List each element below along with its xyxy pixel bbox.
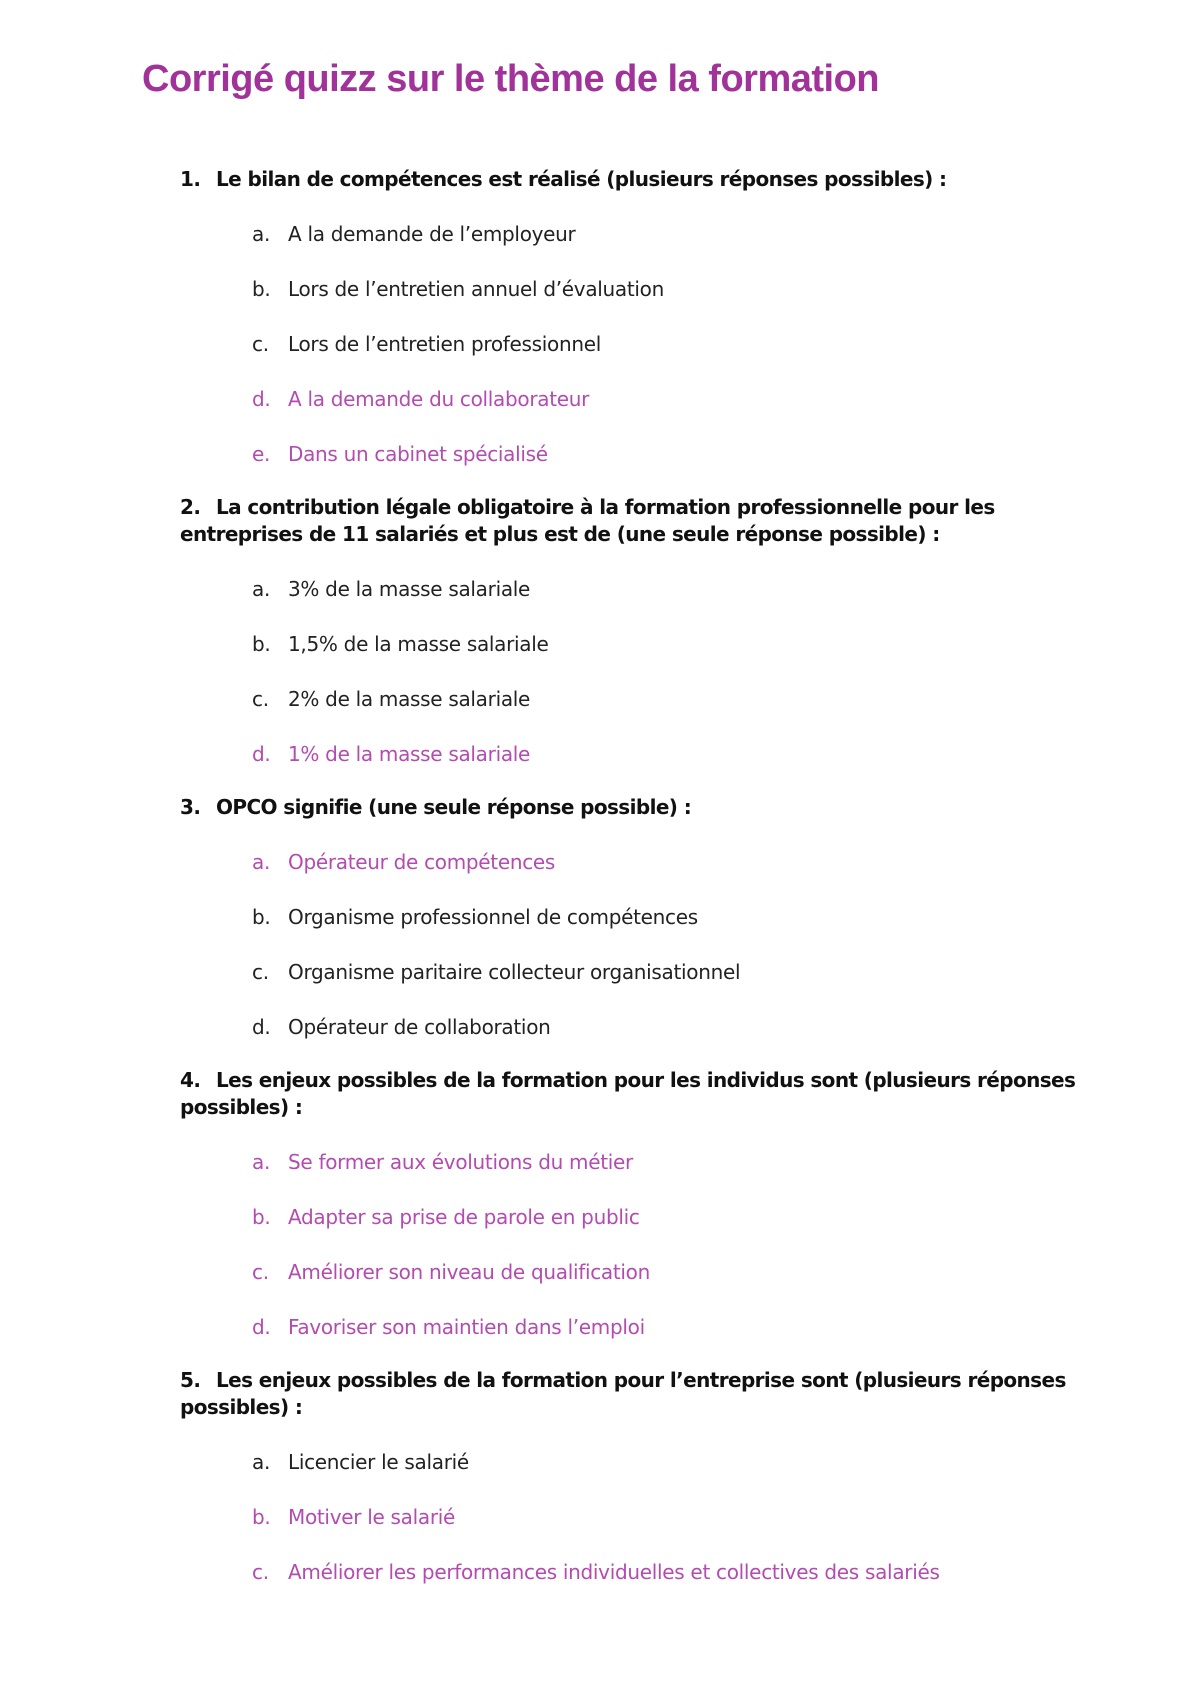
option-letter: c. [252, 1260, 269, 1284]
answer-option [180, 686, 1080, 713]
question-number: 2. [180, 495, 201, 519]
option-text: Favoriser son maintien dans l’emploi [288, 1315, 645, 1339]
answer-option-correct [180, 386, 1080, 413]
option-text: Adapter sa prise de parole en public [288, 1205, 640, 1229]
option-text: A la demande de l’employeur [288, 222, 576, 246]
answer-option [180, 631, 1080, 658]
option-text: Dans un cabinet spécialisé [288, 442, 548, 466]
option-letter: d. [252, 1315, 271, 1339]
answer-option-correct [180, 1259, 1080, 1286]
option-letter: c. [252, 1560, 269, 1584]
question-1 [180, 166, 1080, 468]
option-letter: b. [252, 1505, 271, 1529]
option-text: Organisme paritaire collecteur organisationnel [288, 960, 741, 984]
question-text [180, 794, 1080, 821]
option-text: Améliorer les performances individuelles et collectives des salariés [288, 1560, 940, 1584]
answer-option [180, 1014, 1080, 1041]
option-text: Opérateur de collaboration [288, 1015, 551, 1039]
question-number: 5. [180, 1368, 201, 1392]
option-text: Lors de l’entretien annuel d’évaluation [288, 277, 664, 301]
answer-option [180, 331, 1080, 358]
option-text: A la demande du collaborateur [288, 387, 590, 411]
question-4 [180, 1067, 1080, 1341]
question-label: Les enjeux possibles de la formation pour les individus sont (plusieurs réponses possibles) : [180, 1068, 1076, 1119]
answer-option [180, 576, 1080, 603]
answer-option [180, 276, 1080, 303]
option-text: 1,5% de la masse salariale [288, 632, 549, 656]
quiz-list [180, 166, 1080, 1586]
answer-option-correct [180, 741, 1080, 768]
option-text: Motiver le salarié [288, 1505, 456, 1529]
answer-option [180, 959, 1080, 986]
question-2 [180, 494, 1080, 768]
question-number: 1. [180, 167, 201, 191]
answer-option-correct [180, 1204, 1080, 1231]
option-letter: b. [252, 277, 271, 301]
option-letter: a. [252, 222, 271, 246]
question-label: La contribution légale obligatoire à la formation professionnelle pour les entreprises de 11 salariés et plus est de (une seule réponse possible) : [180, 495, 995, 546]
option-letter: b. [252, 1205, 271, 1229]
option-text: Licencier le salarié [288, 1450, 469, 1474]
question-text [180, 166, 1080, 193]
option-letter: e. [252, 442, 271, 466]
option-letter: a. [252, 850, 271, 874]
question-text [180, 1067, 1080, 1121]
question-label: OPCO signifie (une seule réponse possible) : [216, 795, 692, 819]
answer-option-correct [180, 1314, 1080, 1341]
option-letter: a. [252, 577, 271, 601]
answer-options [180, 576, 1080, 768]
question-text [180, 494, 1080, 548]
answer-options [180, 849, 1080, 1041]
question-label: Le bilan de compétences est réalisé (plusieurs réponses possibles) : [216, 167, 947, 191]
answer-option [180, 221, 1080, 248]
question-number: 4. [180, 1068, 201, 1092]
answer-option [180, 1449, 1080, 1476]
answer-option-correct [180, 441, 1080, 468]
option-text: Améliorer son niveau de qualification [288, 1260, 650, 1284]
option-text: 1% de la masse salariale [288, 742, 531, 766]
answer-options [180, 1149, 1080, 1341]
question-number: 3. [180, 795, 201, 819]
option-letter: b. [252, 905, 271, 929]
option-letter: d. [252, 1015, 271, 1039]
answer-option-correct [180, 1559, 1080, 1586]
option-letter: d. [252, 387, 271, 411]
question-3 [180, 794, 1080, 1041]
answer-option-correct [180, 1149, 1080, 1176]
option-text: Se former aux évolutions du métier [288, 1150, 633, 1174]
option-text: Organisme professionnel de compétences [288, 905, 698, 929]
option-text: 3% de la masse salariale [288, 577, 531, 601]
answer-option-correct [180, 849, 1080, 876]
option-text: 2% de la masse salariale [288, 687, 531, 711]
option-letter: b. [252, 632, 271, 656]
option-letter: c. [252, 687, 269, 711]
option-text: Opérateur de compétences [288, 850, 556, 874]
option-letter: a. [252, 1450, 271, 1474]
option-text: Lors de l’entretien professionnel [288, 332, 601, 356]
question-5 [180, 1367, 1080, 1586]
answer-options [180, 1449, 1080, 1586]
option-letter: c. [252, 332, 269, 356]
option-letter: d. [252, 742, 271, 766]
option-letter: a. [252, 1150, 271, 1174]
answer-option-correct [180, 1504, 1080, 1531]
option-letter: c. [252, 960, 269, 984]
answer-option [180, 904, 1080, 931]
question-text [180, 1367, 1080, 1421]
question-label: Les enjeux possibles de la formation pour l’entreprise sont (plusieurs réponses possibles) : [180, 1368, 1066, 1419]
page-title: Corrigé quizz sur le thème de la formation [142, 58, 880, 100]
answer-options [180, 221, 1080, 468]
